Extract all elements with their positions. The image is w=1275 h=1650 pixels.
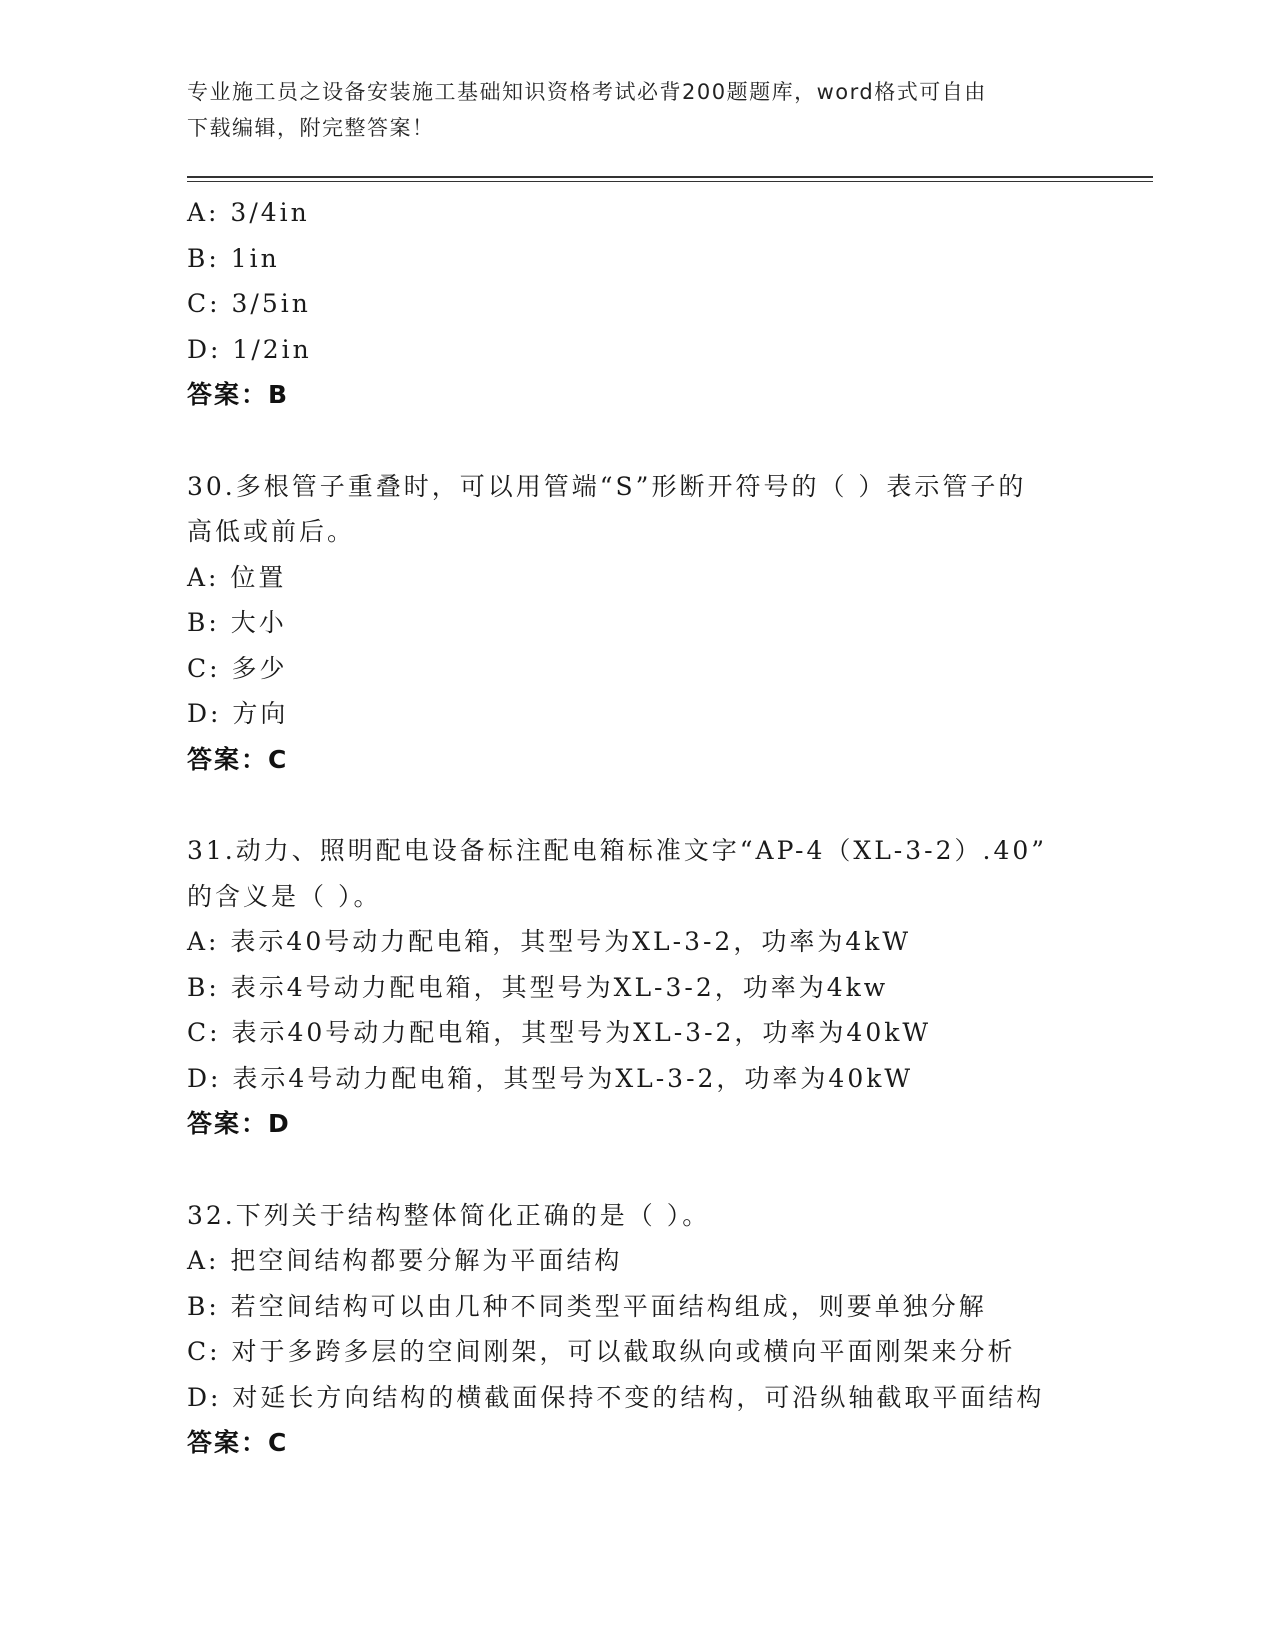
block-spacer xyxy=(187,418,1147,464)
header-divider-thin xyxy=(187,181,1153,182)
question-text-line-2: 的含义是（ ）。 xyxy=(187,881,382,911)
question-block-32 xyxy=(187,1193,1147,1466)
option-d: D: 表示4号动力配电箱，其型号为XL-3-2，功率为40kW xyxy=(187,1063,914,1093)
header-line-2: 下载编辑，附完整答案！ xyxy=(187,116,435,140)
question-text-line-2: 高低或前后。 xyxy=(187,517,356,546)
option-c: C: 3/5in xyxy=(187,289,311,318)
question-block-31 xyxy=(187,828,1147,1147)
option-a: A: 3/4in xyxy=(187,198,310,227)
block-spacer xyxy=(187,1147,1147,1193)
option-d: D: 对延长方向结构的横截面保持不变的结构，可沿纵轴截取平面结构 xyxy=(187,1382,1045,1412)
answer-line: 答案：B xyxy=(187,380,290,409)
block-spacer xyxy=(187,782,1147,828)
option-a: A: 把空间结构都要分解为平面结构 xyxy=(187,1246,623,1275)
option-b: B: 若空间结构可以由几种不同类型平面结构组成，则要单独分解 xyxy=(187,1291,987,1321)
question-block-30 xyxy=(187,464,1147,783)
answer-line: 答案：C xyxy=(187,744,289,774)
option-c: C: 表示40号动力配电箱，其型号为XL-3-2，功率为40kW xyxy=(187,1018,932,1047)
option-b: B: 表示4号动力配电箱，其型号为XL-3-2，功率为4kw xyxy=(187,972,889,1002)
document-header xyxy=(187,74,1067,146)
header-line-1: 专业施工员之设备安装施工基础知识资格考试必背200题题库，word格式可自由 xyxy=(187,80,987,104)
option-b: B: 1in xyxy=(187,243,280,273)
question-text-line-1: 32.下列关于结构整体简化正确的是（ ）。 xyxy=(187,1200,711,1230)
option-a: A: 表示40号动力配电箱，其型号为XL-3-2，功率为4kW xyxy=(187,927,912,956)
option-d: D: 1/2in xyxy=(187,334,312,364)
option-c: C: 对于多跨多层的空间刚架，可以截取纵向或横向平面刚架来分析 xyxy=(187,1337,1016,1366)
option-a: A: 位置 xyxy=(187,562,287,592)
question-text-line-1: 31.动力、照明配电设备标注配电箱标准文字“AP-4（XL-3-2）.40” xyxy=(187,836,1048,865)
answer-line: 答案：C xyxy=(187,1428,289,1457)
question-block-29 xyxy=(187,190,1147,418)
option-c: C: 多少 xyxy=(187,653,288,683)
option-b: B: 大小 xyxy=(187,608,287,637)
option-d: D: 方向 xyxy=(187,699,289,728)
header-divider-thick xyxy=(187,176,1153,178)
question-text-line-1: 30.多根管子重叠时，可以用管端“S”形断开符号的（ ）表示管子的 xyxy=(187,471,1027,501)
question-list xyxy=(187,190,1147,1466)
answer-line: 答案：D xyxy=(187,1109,291,1138)
